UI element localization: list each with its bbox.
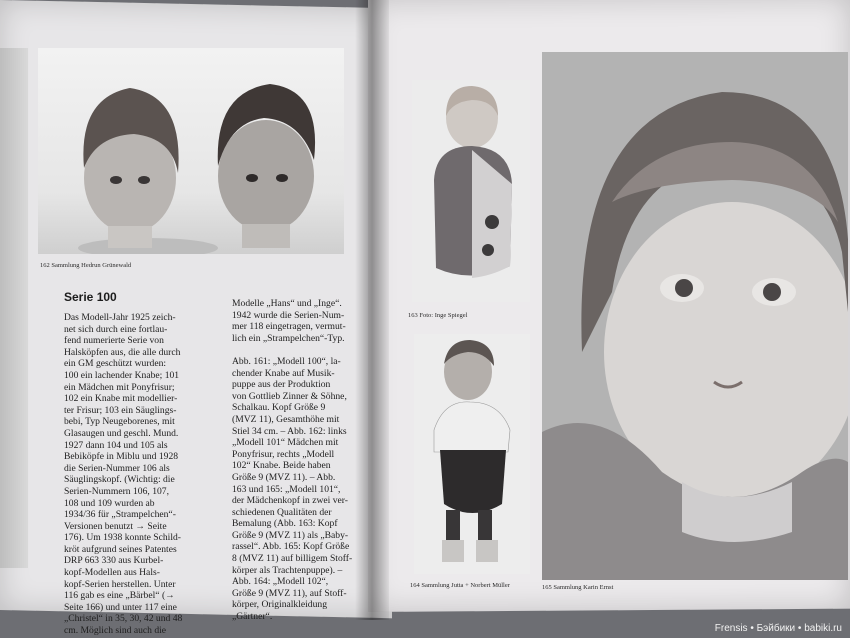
text-line: puppe aus der Produktion: [232, 379, 331, 391]
text-line: kopf-Serien herstellen. Unter: [64, 578, 176, 590]
text-line: 176). Um 1938 konnte Schild-: [64, 532, 181, 544]
text-line: kröt aufgrund seines Patentes: [64, 543, 177, 555]
text-line: ein Mädchen mit Ponyfrisur;: [64, 381, 175, 393]
text-line: 1934/36 für „Strampelchen“-: [64, 509, 176, 521]
text-line: körper als Trachtenpuppe). –: [232, 564, 343, 576]
text-line: Modelle „Hans“ und „Inge“.: [232, 298, 342, 309]
text-line: bebi, Typ Neugeborenes, mit: [64, 416, 175, 428]
text-line: ein GM geschützt wurden:: [64, 358, 167, 370]
text-line: der Mädchenkopf in zwei ver-: [232, 495, 348, 507]
text-line: net sich durch eine fortlau-: [64, 323, 168, 335]
text-line: „Christel“ in 35, 30, 42 und 48: [64, 613, 183, 625]
text-line: körper, Originalkleidung: [232, 599, 327, 611]
text-line: Das Modell-Jahr 1925 zeich-: [64, 312, 176, 323]
text-line: Größe 9 (MVZ 11). – Abb.: [232, 471, 336, 483]
watermark: Frensis • Бэйбики • babiki.ru: [714, 623, 842, 634]
text-line: Größe 9 (MVZ 11), auf Stoff-: [232, 587, 347, 599]
text-line: Bemalung (Abb. 163: Kopf: [232, 518, 338, 530]
text-line: chender Knabe auf Musik-: [232, 367, 335, 379]
text-line: „Modell 101“ Mädchen mit: [232, 437, 339, 449]
text-line: Säuglingskopf. (Wichtig: die: [64, 474, 175, 486]
text-line: Seite 166) und unter 117 eine: [64, 601, 177, 613]
text-line: DRP 663 330 aus Kurbel-: [64, 555, 164, 567]
photo-164-gardener-doll: [414, 334, 530, 574]
text-line: [232, 344, 378, 356]
text-line: 1942 wurde die Serien-Num-: [232, 309, 345, 321]
text-line: 108 und 109 wurden ab: [64, 497, 155, 509]
section-heading: Serie 100: [64, 290, 117, 304]
text-line: cm. Möglich sind auch die: [64, 625, 167, 637]
text-line: 102 ein Knabe mit modellier-: [64, 393, 178, 405]
text-line: 102“ Knabe. Beide haben: [232, 460, 331, 472]
photo-left-edge: [0, 48, 28, 568]
text-line: Größe 9 (MVZ 11) als „Baby-: [232, 529, 349, 541]
text-line: rassel“. Abb. 165: Kopf Größe: [232, 541, 350, 553]
text-line: Schalkau. Kopf Größe 9: [232, 402, 326, 414]
text-line: „Gärtner“.: [232, 611, 273, 623]
caption-165: 165 Sammlung Karin Ernst: [542, 584, 614, 591]
text-line: (MVZ 11), Gesamthöhe mit: [232, 413, 340, 425]
text-column-1: [64, 312, 222, 637]
doll-heads-illustration: [38, 48, 344, 254]
text-line: 8 (MVZ 11) auf billigem Stoff-: [232, 553, 353, 565]
text-line: Abb. 161: „Modell 100“, la-: [232, 355, 341, 367]
photo-162-doll-heads: [38, 48, 344, 254]
text-line: kopf-Modellen aus Hals-: [64, 567, 160, 579]
text-line: ter Frisur; 103 ein Säuglings-: [64, 404, 177, 416]
text-line: Stiel 34 cm. – Abb. 162: links: [232, 425, 347, 437]
text-line: Serien-Nummern 106, 107,: [64, 485, 169, 497]
text-line: 100 ein lachender Knabe; 101: [64, 369, 180, 381]
text-line: Abb. 164: „Modell 102“,: [232, 576, 329, 588]
text-line: 116 gab es eine „Bärbel“ (→: [64, 590, 175, 602]
caption-163: 163 Foto: Inge Spiegel: [408, 312, 468, 319]
text-line: fend numerierte Serie von: [64, 335, 164, 347]
text-line: lich ein „Strampelchen“-Typ.: [232, 332, 345, 344]
text-line: Glasaugen und geschl. Mund.: [64, 427, 179, 439]
photo-165-doll-face: [542, 52, 848, 580]
caption-164: 164 Sammlung Jutta + Norbert Müller: [410, 582, 510, 589]
text-line: 163 und 165: „Modell 101“,: [232, 483, 341, 495]
text-column-2: [232, 298, 378, 623]
photo-163-rattle-doll: [412, 80, 530, 302]
text-line: die Serien-Nummer 106 als: [64, 462, 170, 474]
text-line: Ponyfrisur, rechts „Modell: [232, 448, 335, 460]
text-line: von Gottlieb Zinner & Söhne,: [232, 390, 347, 402]
text-line: schiedenen Qualitäten der: [232, 506, 332, 518]
text-line: 1927 dann 104 und 105 als: [64, 439, 168, 451]
caption-162: 162 Sammlung Hedrun Grünewald: [40, 262, 132, 269]
text-line: mer 118 eingetragen, vermut-: [232, 321, 346, 333]
text-line: Versionen benutzt → Seite: [64, 520, 167, 532]
text-line: Halsköpfen aus, die alle durch: [64, 346, 181, 358]
text-line: Bebiköpfe in Miblu und 1928: [64, 451, 179, 463]
